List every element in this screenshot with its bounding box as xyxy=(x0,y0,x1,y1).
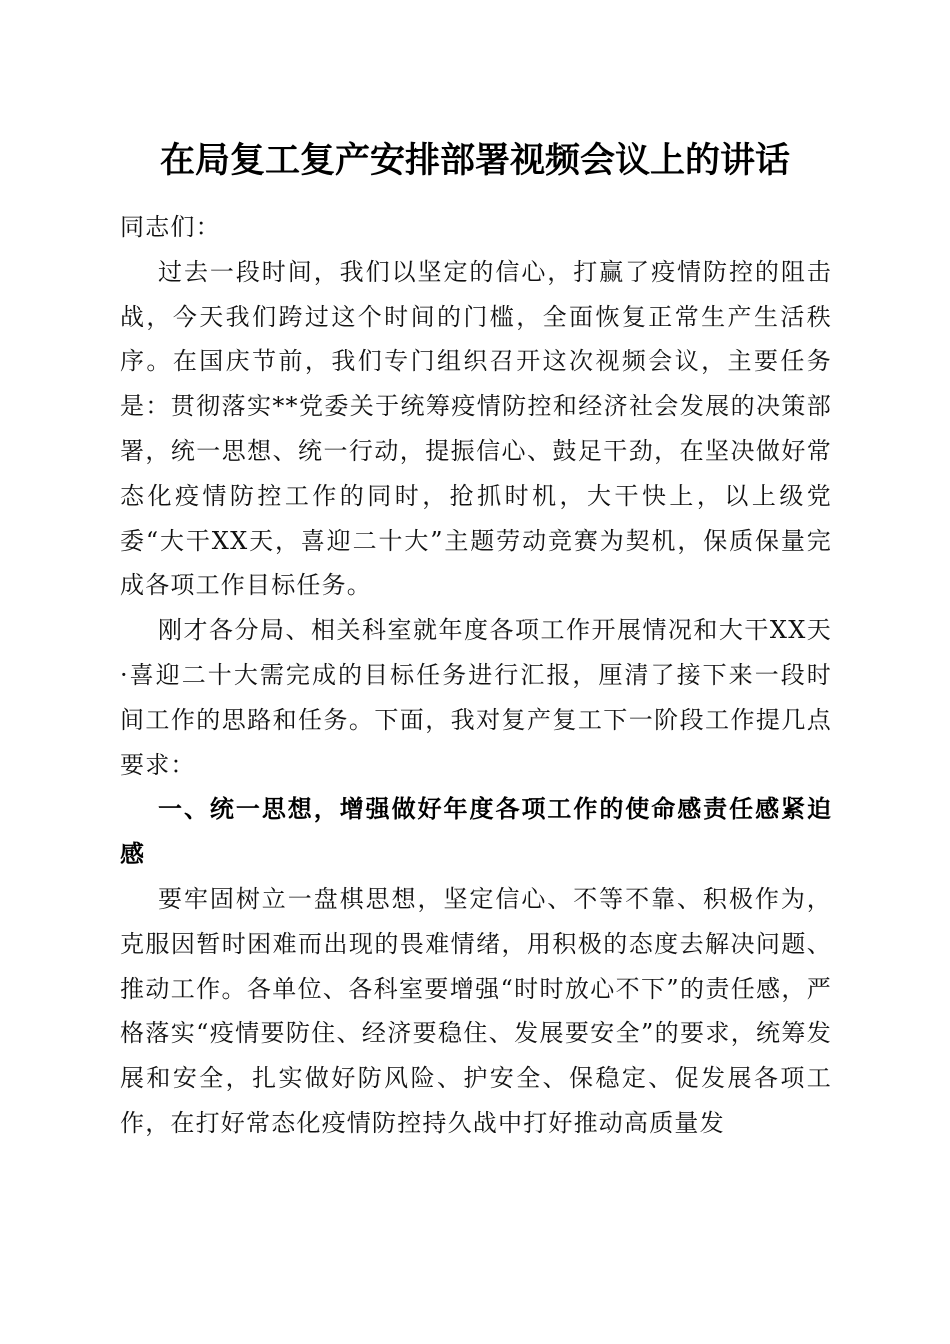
salutation: 同志们： xyxy=(120,213,221,241)
document-body xyxy=(120,205,832,1146)
paragraph-1: 过去一段时间，我们以坚定的信心，打赢了疫情防控的阻击战，今天我们跨过这个时间的门槛，全面恢复正常生产生活秩序。在国庆节前，我们专门组织召开这次视频会议，主要任务是：贯彻落实**党委关于统筹疫情防控和经济社会发展的决策部署，统一思想、统一行动，提振信心、鼓足干劲，在坚决做好常态化疫情防控工作的同时，抢抓时机，大干快上，以上级党委“大干XX天，喜迎二十大”主题劳动竞赛为契机，保质保量完成各项工作目标任务。 xyxy=(120,257,832,600)
paragraph-2: 刚才各分局、相关科室就年度各项工作开展情况和大干XX天·喜迎二十大需完成的目标任务进行汇报，厘清了接下来一段时间工作的思路和任务。下面，我对复产复工下一阶段工作提几点要求： xyxy=(120,616,832,779)
document-title: 在局复工复产安排部署视频会议上的讲话 xyxy=(159,140,790,181)
section-1-paragraph: 要牢固树立一盘棋思想，坚定信心、不等不靠、积极作为，克服因暂时困难而出现的畏难情绪，用积极的态度去解决问题、推动工作。各单位、各科室要增强“时时放心不下”的责任感，严格落实“疫情要防住、经济要稳住、发展要安全”的要求，统筹发展和安全，扎实做好防风险、护安全、保稳定、促发展各项工作，在打好常态化疫情防控持久战中打好推动高质量发 xyxy=(120,884,832,1137)
section-heading-1: 一、统一思想，增强做好年度各项工作的使命感责任感紧迫感 xyxy=(120,795,832,869)
